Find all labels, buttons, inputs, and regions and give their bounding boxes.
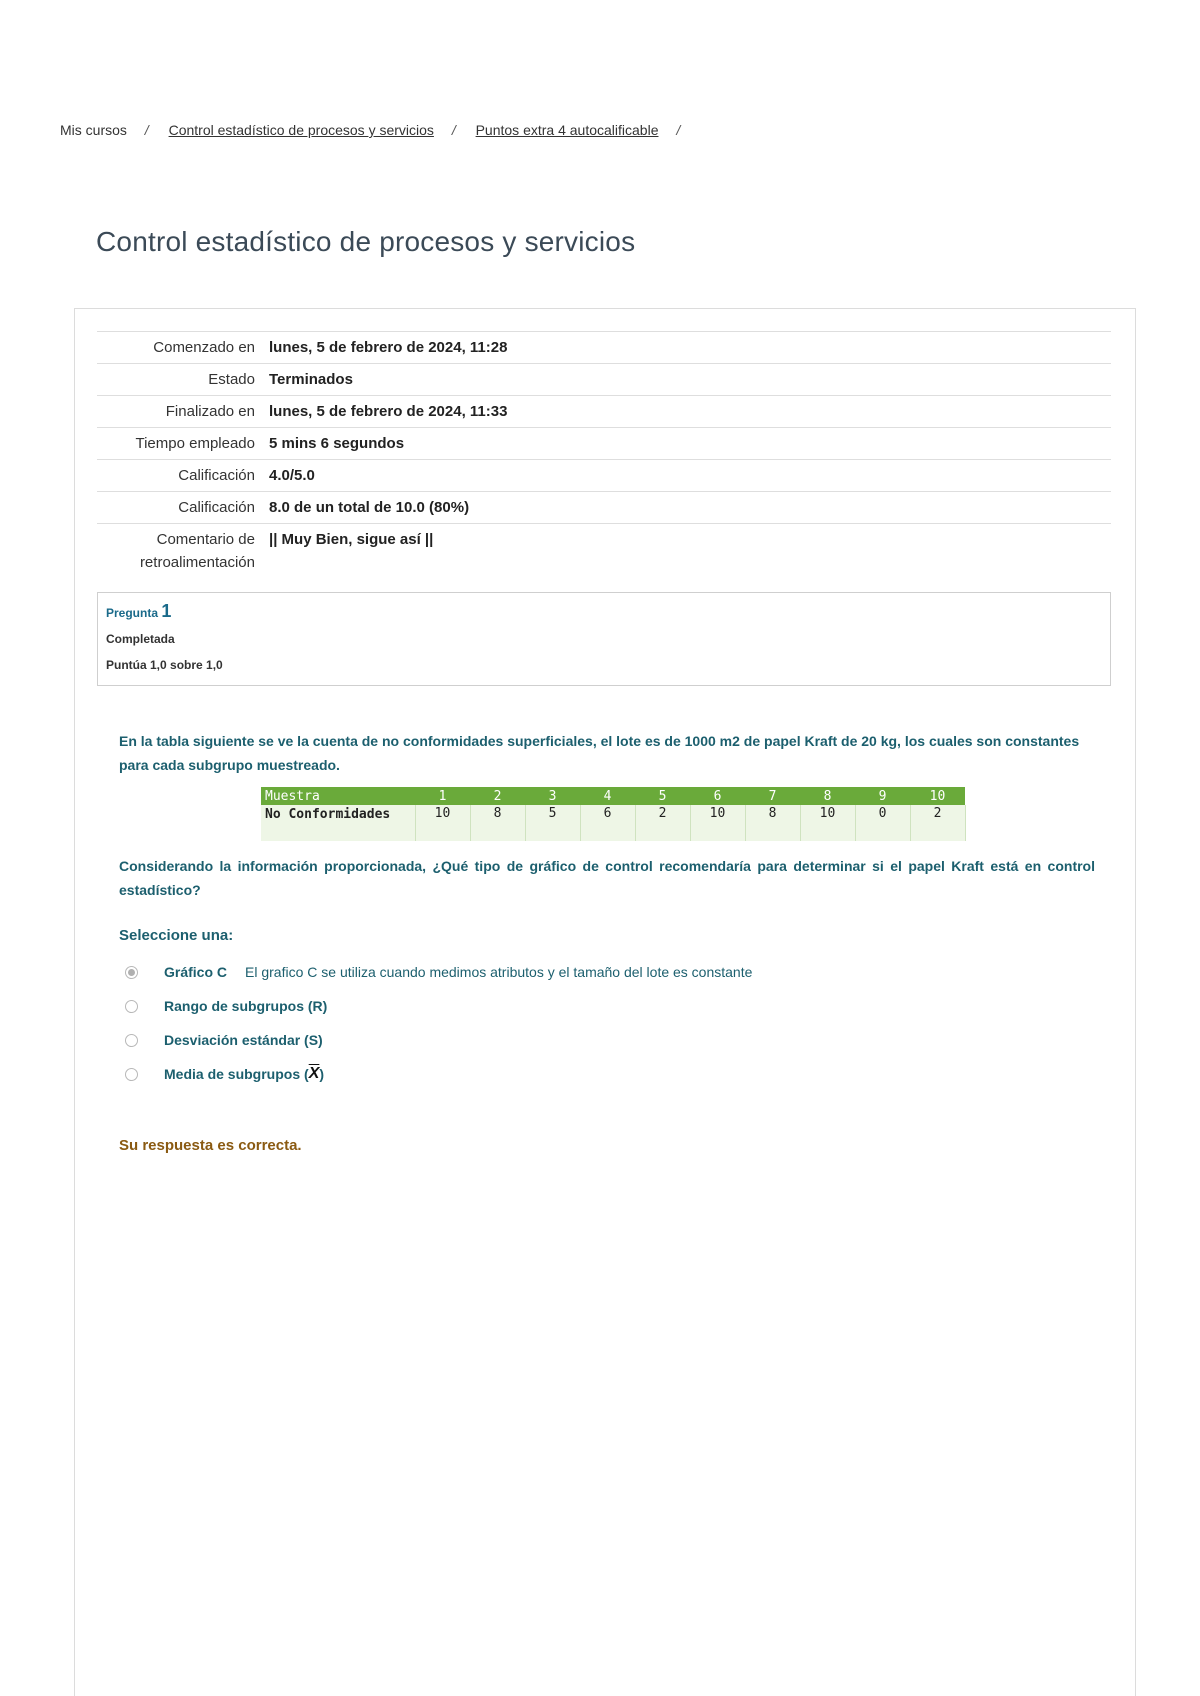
question-grade: Puntúa 1,0 sobre 1,0 — [106, 658, 223, 672]
question-number-value: 1 — [161, 601, 172, 621]
summary-value: 5 mins 6 segundos — [269, 435, 405, 452]
breadcrumb — [60, 122, 696, 138]
table-header-cell: 10 — [910, 787, 965, 805]
table-header-cell: 9 — [855, 787, 910, 805]
summary-value: lunes, 5 de febrero de 2024, 11:28 — [269, 339, 508, 356]
radio-selected-icon[interactable] — [125, 966, 138, 979]
table-header-cell: 1 — [415, 787, 470, 805]
answer-option-grafico-c[interactable] — [125, 955, 752, 989]
summary-row — [97, 396, 1111, 428]
table-cell: 10 — [415, 805, 470, 841]
answer-option-label: Gráfico C — [164, 964, 228, 980]
breadcrumb-home[interactable]: Mis cursos — [60, 122, 127, 138]
summary-label: Comentario de retroalimentación — [139, 531, 255, 571]
answer-option-label: Media de subgrupos ( — [164, 1066, 309, 1082]
table-header-cell: 7 — [745, 787, 800, 805]
nonconformities-table — [261, 787, 966, 841]
answer-option-media[interactable] — [125, 1057, 752, 1091]
table-cell: 6 — [580, 805, 635, 841]
summary-label: Comenzado en — [153, 339, 255, 356]
summary-row — [97, 460, 1111, 492]
question-text: En la tabla siguiente se ve la cuenta de no conformidades superficiales, el lote es de 1000 m2 de papel Kraft de 20 kg, los cuales son constantes para cada subgrupo muestreado. — [119, 733, 1080, 773]
breadcrumb-separator: / — [451, 122, 456, 138]
table-header-cell: 8 — [800, 787, 855, 805]
x-bar-symbol: $\overline{X}$ — [308, 1065, 320, 1082]
table-row-label: No Conformidades — [261, 805, 415, 841]
question-state: Completada — [106, 632, 175, 646]
summary-row — [97, 332, 1111, 364]
table-header-cell: 4 — [580, 787, 635, 805]
answer-option-suffix: ) — [319, 1066, 325, 1082]
table-header-cell: 2 — [470, 787, 525, 805]
table-cell: 5 — [525, 805, 580, 841]
answer-option-explanation: El grafico C se utiliza cuando medimos atributos y el tamaño del lote es constante — [245, 964, 753, 980]
summary-value: || Muy Bien, sigue así || — [269, 531, 434, 548]
breadcrumb-separator: / — [676, 122, 681, 138]
summary-label: Estado — [208, 371, 255, 388]
answer-option-label: Rango de subgrupos (R) — [164, 998, 328, 1014]
breadcrumb-course-link[interactable]: Control estadístico de procesos y servicios — [168, 122, 434, 138]
radio-icon[interactable] — [125, 1034, 138, 1047]
summary-row — [97, 492, 1111, 524]
summary-label: Tiempo empleado — [135, 435, 255, 452]
question-prefix: Pregunta — [106, 606, 159, 620]
question-number — [106, 601, 1102, 622]
table-cell: 8 — [745, 805, 800, 841]
table-header-row — [261, 787, 965, 805]
table-header-label: Muestra — [261, 787, 415, 805]
summary-label: Finalizado en — [165, 403, 255, 420]
breadcrumb-separator: / — [144, 122, 149, 138]
summary-value: lunes, 5 de febrero de 2024, 11:33 — [269, 403, 508, 420]
breadcrumb-activity-link[interactable]: Puntos extra 4 autocalificable — [475, 122, 659, 138]
table-cell: 10 — [800, 805, 855, 841]
summary-value: 8.0 de un total de 10.0 (80%) — [269, 499, 470, 516]
answer-feedback: Su respuesta es correcta. — [119, 1137, 302, 1154]
summary-label: Calificación — [178, 467, 255, 484]
table-cell: 2 — [635, 805, 690, 841]
table-cell: 0 — [855, 805, 910, 841]
page-title: Control estadístico de procesos y servicios — [96, 226, 636, 257]
answer-option-label: Desviación estándar (S) — [164, 1032, 323, 1048]
table-header-cell: 5 — [635, 787, 690, 805]
summary-row — [97, 524, 1111, 579]
table-header-cell: 3 — [525, 787, 580, 805]
question-prompt: Considerando la información proporcionada, ¿Qué tipo de gráfico de control recomendaría para determinar si el papel Kraft está en control estadístico? — [119, 858, 1095, 898]
attempt-summary-table — [97, 331, 1111, 578]
question-info-box — [97, 592, 1111, 686]
answer-option-desviacion[interactable] — [125, 1023, 752, 1057]
quiz-review-card — [74, 308, 1136, 1696]
table-cell: 2 — [910, 805, 965, 841]
table-cell: 10 — [690, 805, 745, 841]
answer-option-rango[interactable] — [125, 989, 752, 1023]
summary-label: Calificación — [178, 499, 255, 516]
table-header-cell: 6 — [690, 787, 745, 805]
radio-icon[interactable] — [125, 1068, 138, 1081]
radio-icon[interactable] — [125, 1000, 138, 1013]
summary-value: 4.0/5.0 — [269, 467, 315, 484]
summary-row — [97, 364, 1111, 396]
summary-value: Terminados — [269, 371, 353, 388]
summary-row — [97, 428, 1111, 460]
select-one-label: Seleccione una: — [119, 927, 234, 944]
table-cell: 8 — [470, 805, 525, 841]
answer-options — [125, 955, 752, 1091]
table-row — [261, 805, 965, 841]
